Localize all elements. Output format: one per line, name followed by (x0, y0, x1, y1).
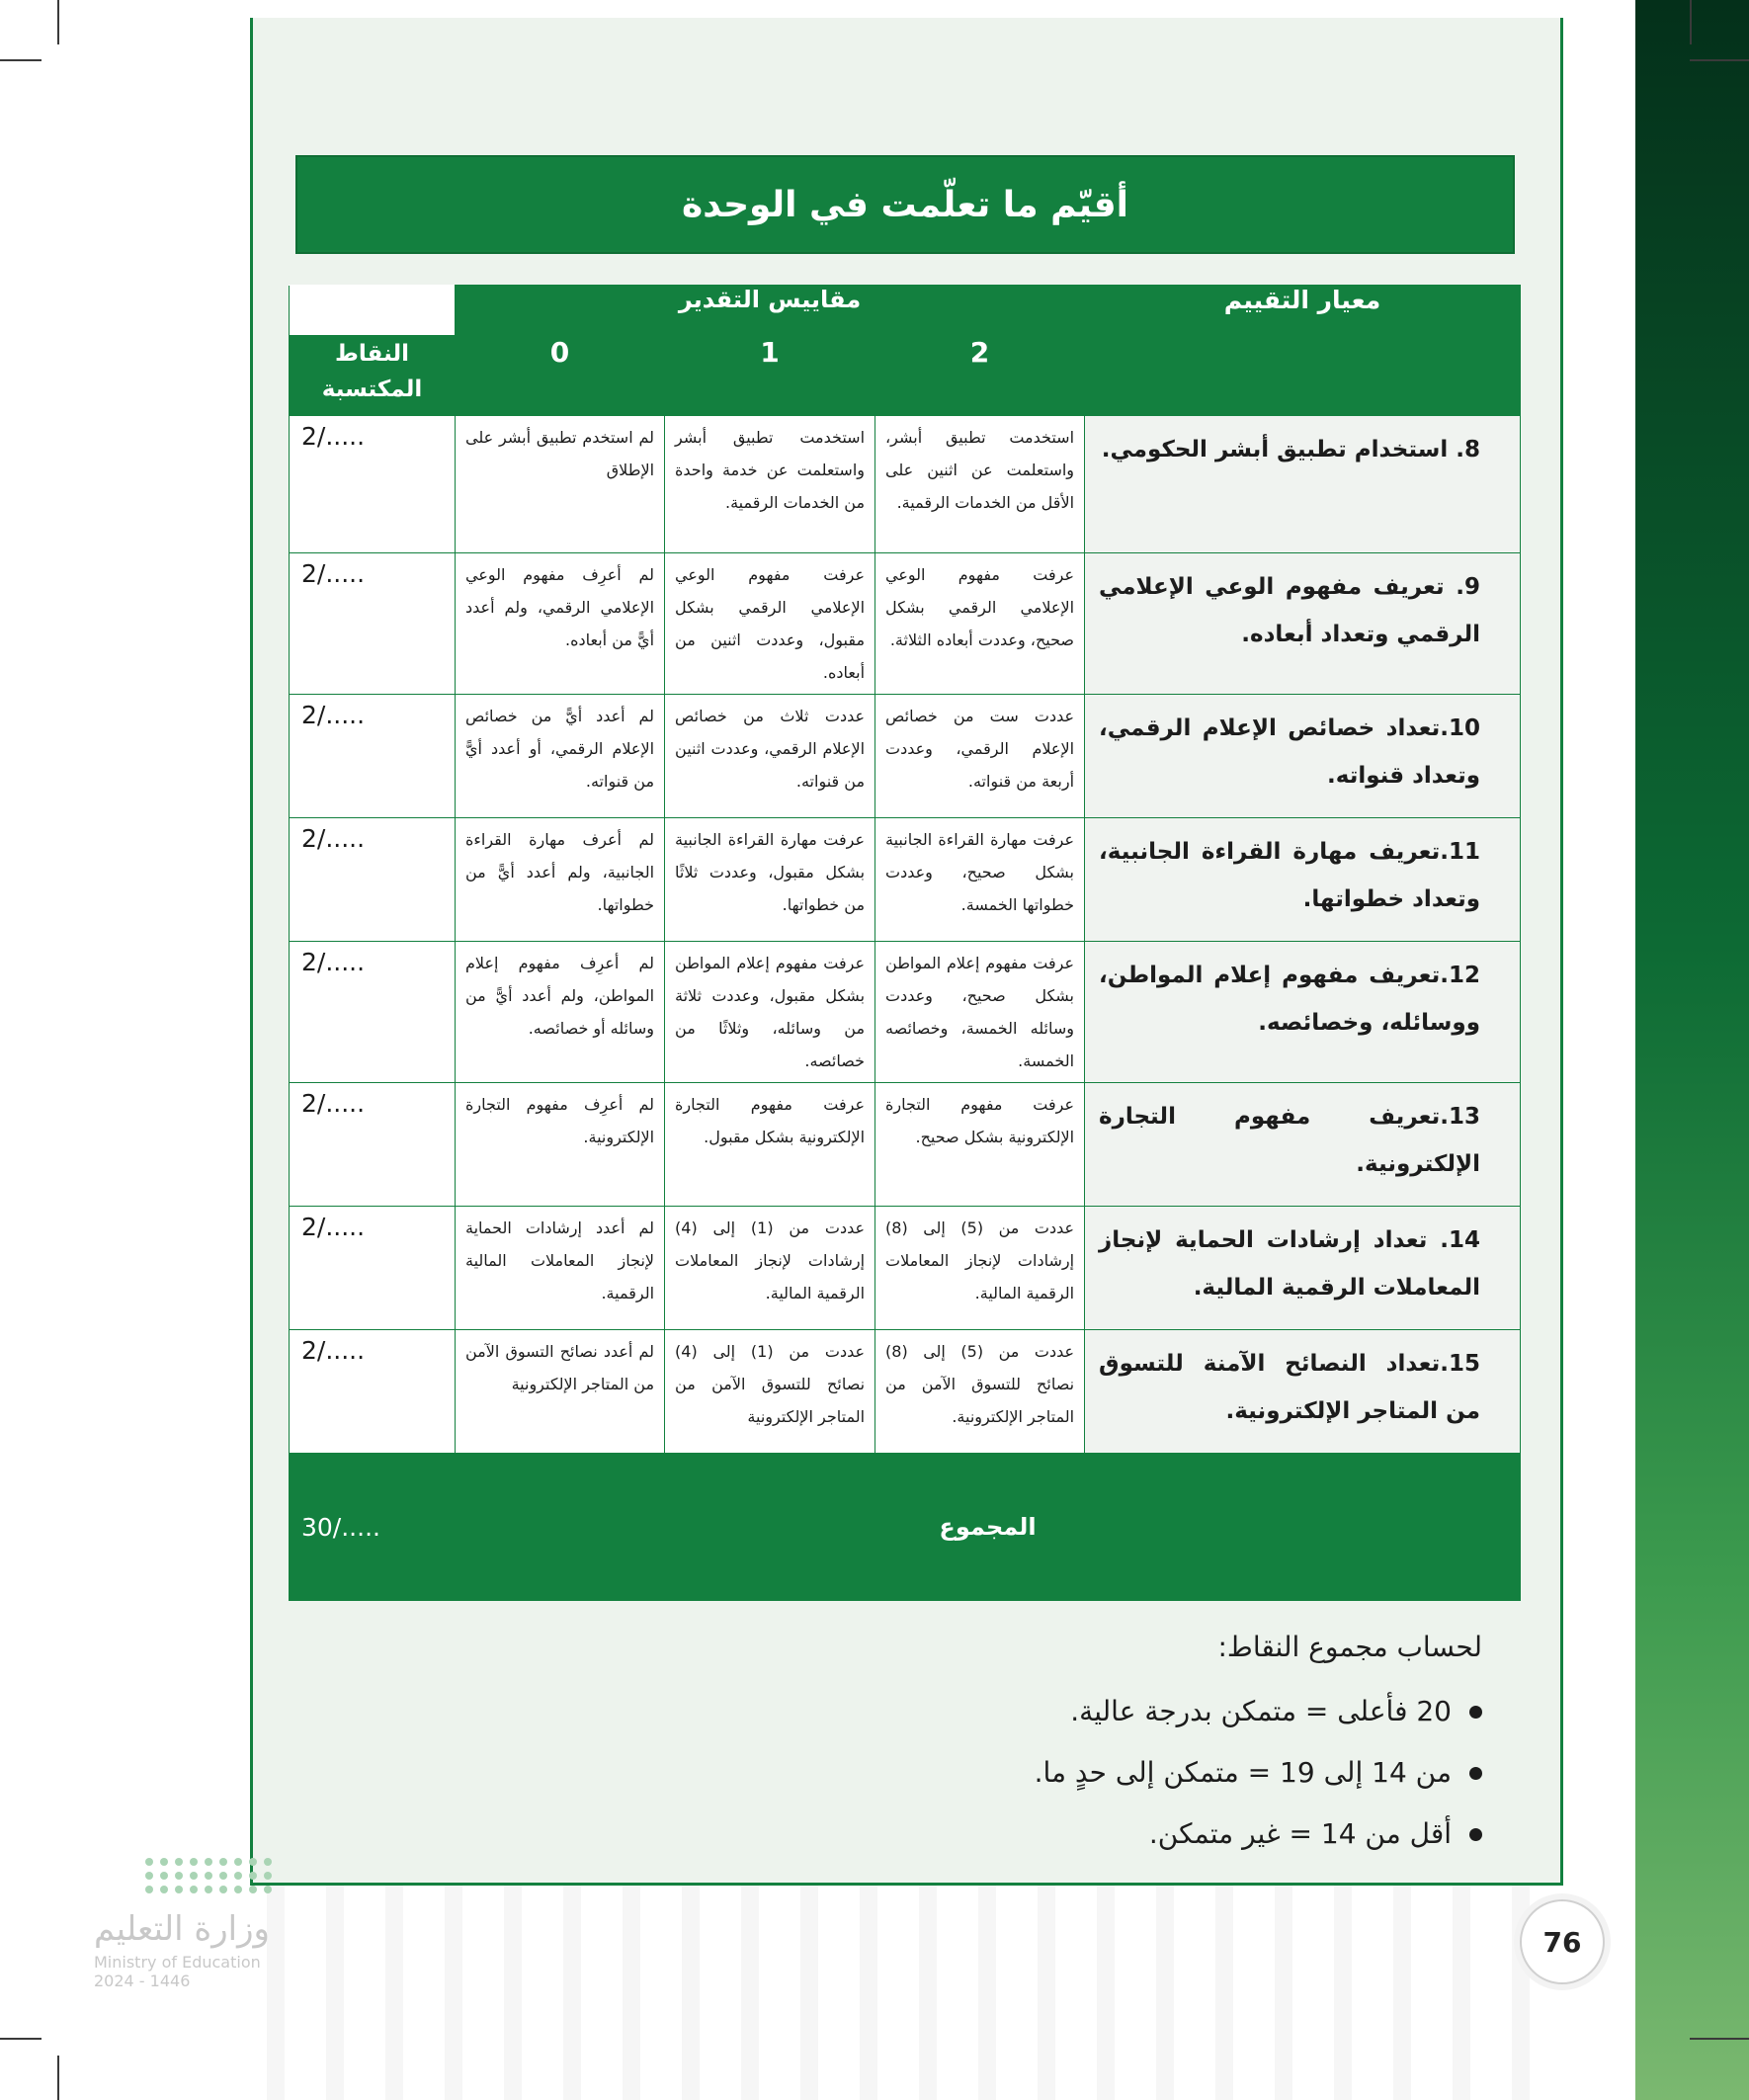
list-item (939, 1804, 1482, 1865)
criterion-number: 15. (1440, 1351, 1481, 1377)
criterion-text: تعريف مهارة القراءة الجانبية، وتعداد خطواتها. (1099, 839, 1481, 912)
crop-mark (0, 2038, 42, 2040)
criterion-number: 8. (1456, 437, 1481, 462)
criterion-text: تعداد خصائص الإعلام الرقمي، وتعداد قنواته. (1099, 715, 1481, 789)
score-2-cell: عرفت مهارة القراءة الجانبية بشكل صحيح، وعددت خطواتها الخمسة. (875, 818, 1085, 942)
criterion-text: تعريف مفهوم التجارة الإلكترونية. (1099, 1104, 1481, 1177)
criterion-text: تعداد إرشادات الحماية لإنجاز المعاملات الرقمية المالية. (1099, 1227, 1481, 1301)
score-1-cell: استخدمت تطبيق أبشر واستعلمت عن خدمة واحدة من الخدمات الرقمية. (665, 416, 875, 553)
score-2-cell: عددت ست من خصائص الإعلام الرقمي، وعددت أربعة من قنواته. (875, 695, 1085, 818)
score-0-cell: لم أعرف مهارة القراءة الجانبية، ولم أعدد أيًّ من خطواتها. (456, 818, 665, 942)
ministry-logo (94, 1858, 272, 1990)
list-item (939, 1742, 1482, 1804)
note-text: 20 فأعلى = متمكن بدرجة عالية. (1070, 1695, 1452, 1727)
score-2-cell: عددت من (5) إلى (8) إرشادات لإنجاز المعاملات الرقمية المالية. (875, 1207, 1085, 1330)
header-blank (290, 286, 456, 336)
table-row (290, 553, 1521, 695)
total-label: المجموع (456, 1454, 1521, 1601)
background-watermark (267, 1883, 1551, 2100)
crop-mark (1690, 2038, 1749, 2040)
crop-mark (1690, 59, 1749, 61)
score-1-cell: عددت من (1) إلى (4) نصائح للتسوق الآمن من المتاجر الإلكترونية (665, 1330, 875, 1454)
bullet-icon (1469, 1706, 1482, 1719)
score-2-cell: عرفت مفهوم إعلام المواطن بشكل صحيح، وعددت وسائله الخمسة، وخصائصه الخمسة. (875, 942, 1085, 1083)
note-text: أقل من 14 = غير متمكن. (1148, 1817, 1452, 1850)
score-1-cell: عرفت مفهوم إعلام المواطن بشكل مقبول، وعددت ثلاثة من وسائله، وثلاثًا من خصائصه. (665, 942, 875, 1083)
logo-english: Ministry of Education (94, 1953, 261, 1972)
points-cell[interactable]: 2/..... (290, 416, 456, 553)
points-cell[interactable]: 2/..... (290, 1083, 456, 1207)
score-2-cell: عرفت مفهوم الوعي الإعلامي الرقمي بشكل صحيح، وعددت أبعاده الثلاثة. (875, 553, 1085, 695)
points-cell[interactable]: 2/..... (290, 1330, 456, 1454)
criterion-cell (1085, 818, 1521, 942)
criterion-cell (1085, 553, 1521, 695)
header-score-2: 2 (875, 336, 1085, 416)
bullet-icon (1469, 1767, 1482, 1780)
score-0-cell: لم أعرِف مفهوم الوعي الإعلامي الرقمي، ولم أعدد أيًّ من أبعاده. (456, 553, 665, 695)
crop-mark (57, 0, 59, 44)
criterion-text: تعريف مفهوم الوعي الإعلامي الرقمي وتعداد أبعاده. (1099, 574, 1481, 647)
scoring-notes (939, 1631, 1482, 1865)
table-row (290, 695, 1521, 818)
score-1-cell: عددت من (1) إلى (4) إرشادات لإنجاز المعاملات الرقمية المالية. (665, 1207, 875, 1330)
table-row (290, 416, 1521, 553)
points-cell[interactable]: 2/..... (290, 553, 456, 695)
score-0-cell: لم استخدم تطبيق أبشر على الإطلاق (456, 416, 665, 553)
criterion-number: 14. (1440, 1227, 1481, 1253)
table-row (290, 818, 1521, 942)
score-2-cell: عددت من (5) إلى (8) نصائح للتسوق الآمن من المتاجر الإلكترونية. (875, 1330, 1085, 1454)
rubric-table (289, 285, 1521, 1601)
crop-mark (0, 59, 42, 61)
score-0-cell: لم أعدد نصائح التسوق الآمن من المتاجر الإلكترونية (456, 1330, 665, 1454)
points-cell[interactable]: 2/..... (290, 1207, 456, 1330)
header-score-1: 1 (665, 336, 875, 416)
score-1-cell: عرفت مهارة القراءة الجانبية بشكل مقبول، وعددت ثلاثًا من خطواتها. (665, 818, 875, 942)
criterion-cell (1085, 416, 1521, 553)
score-1-cell: عددت ثلاث من خصائص الإعلام الرقمي، وعددت اثنين من قنواته. (665, 695, 875, 818)
logo-year: 2024 - 1446 (94, 1972, 191, 1990)
header-score-0: 0 (456, 336, 665, 416)
criterion-cell (1085, 1083, 1521, 1207)
criterion-number: 10. (1440, 715, 1481, 741)
score-1-cell: عرفت مفهوم التجارة الإلكترونية بشكل مقبول. (665, 1083, 875, 1207)
logo-dots-icon (183, 1858, 272, 1893)
score-2-cell: استخدمت تطبيق أبشر، واستعلمت عن اثنين على الأقل من الخدمات الرقمية. (875, 416, 1085, 553)
criterion-cell (1085, 695, 1521, 818)
criterion-cell (1085, 1330, 1521, 1454)
list-item (939, 1681, 1482, 1742)
score-0-cell: لم أعدد أيًّ من خصائص الإعلام الرقمي، أو أعدد أيًّ من قنواته. (456, 695, 665, 818)
table-row (290, 1083, 1521, 1207)
crop-mark (57, 2056, 59, 2100)
criterion-text: تعريف مفهوم إعلام المواطن، ووسائله، وخصائصه. (1099, 963, 1481, 1036)
score-0-cell: لم أعرِف مفهوم إعلام المواطن، ولم أعدد أيًّ من وسائله أو خصائصه. (456, 942, 665, 1083)
side-gradient-band (1635, 0, 1749, 2100)
score-0-cell: لم أعرِف مفهوم التجارة الإلكترونية. (456, 1083, 665, 1207)
points-cell[interactable]: 2/..... (290, 942, 456, 1083)
notes-heading: لحساب مجموع النقاط: (1217, 1631, 1482, 1663)
table-row (290, 1330, 1521, 1454)
score-2-cell: عرفت مفهوم التجارة الإلكترونية بشكل صحيح. (875, 1083, 1085, 1207)
score-0-cell: لم أعدد إرشادات الحماية لإنجاز المعاملات المالية الرقمية. (456, 1207, 665, 1330)
criterion-number: 12. (1440, 963, 1481, 988)
points-cell[interactable]: 2/..... (290, 695, 456, 818)
criterion-cell (1085, 1207, 1521, 1330)
criterion-number: 11. (1440, 839, 1481, 865)
total-row (290, 1454, 1521, 1601)
table-row (290, 942, 1521, 1083)
score-1-cell: عرفت مفهوم الوعي الإعلامي الرقمي بشكل مقبول، وعددت اثنين من أبعاده. (665, 553, 875, 695)
criterion-text: تعداد النصائح الآمنة للتسوق من المتاجر الإلكترونية. (1099, 1351, 1481, 1424)
notes-list (939, 1681, 1482, 1865)
criterion-text: استخدام تطبيق أبشر الحكومي. (1101, 437, 1449, 462)
header-points: النقاط المكتسبة (290, 336, 456, 416)
points-cell[interactable]: 2/..... (290, 818, 456, 942)
total-points[interactable]: 30/..... (290, 1454, 456, 1601)
crop-mark (1690, 0, 1692, 44)
criterion-number: 9. (1456, 574, 1481, 600)
criterion-cell (1085, 942, 1521, 1083)
page-number: 76 (1520, 1899, 1605, 1984)
header-scales: مقاييس التقدير (456, 286, 1085, 336)
page-title: أقيّم ما تعلّمت في الوحدة (295, 155, 1515, 254)
criterion-number: 13. (1440, 1104, 1481, 1130)
table-row (290, 1207, 1521, 1330)
logo-arabic: وزارة التعليم (94, 1909, 270, 1949)
note-text: من 14 إلى 19 = متمكن إلى حدٍ ما. (1034, 1756, 1452, 1789)
bullet-icon (1469, 1828, 1482, 1841)
header-criterion: معيار التقييم (1085, 286, 1521, 416)
